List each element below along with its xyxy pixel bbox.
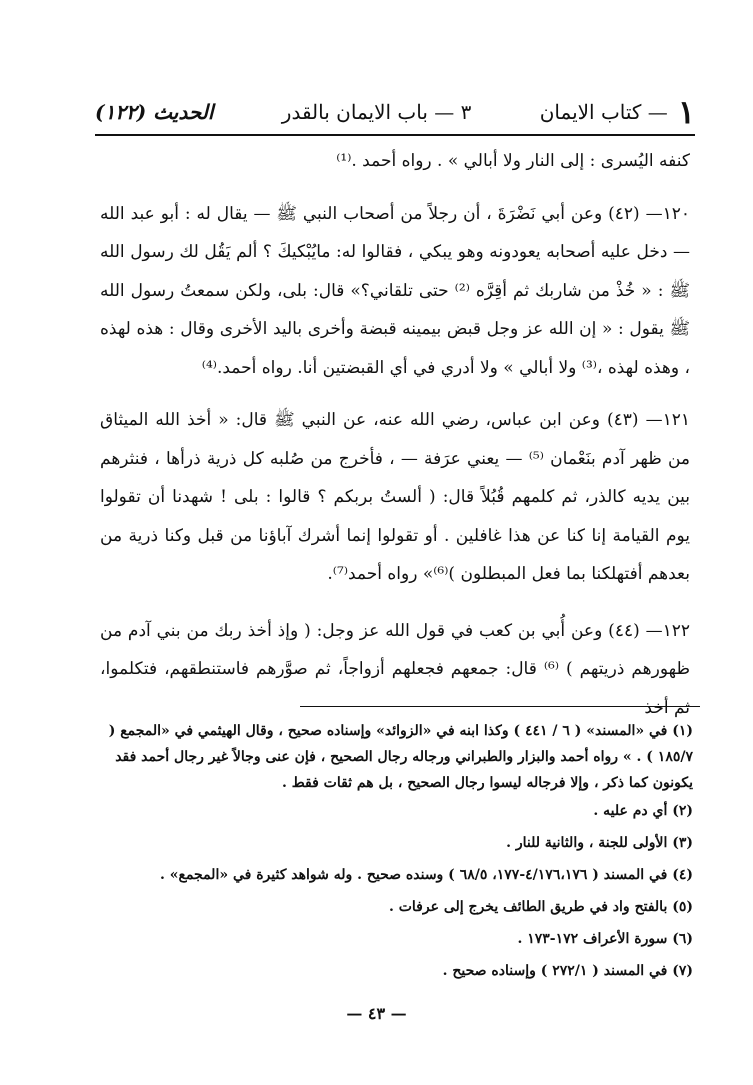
running-header xyxy=(95,92,695,132)
page-number: — ٤٣ — xyxy=(346,1004,407,1023)
footnote-1: (١) في «المسند» ( ٦ / ٤٤١ ) وكذا ابنه في «الزوائد» وإسناده صحيح ، وقال الهيثمي في «المجمع ( ١٨٥/٧ ) . » رواه أحمد والبزار والطبراني ورجاله رجال الصحيح ، فإن عنى وجالاً غير رجال أحمد فقد يكونون كما ذكر ، وإلا فرجاله ليسوا رجال الصحيح ، بل هم ثقات فقط . xyxy=(108,723,693,791)
hadith-120: ١٢٠— (٤٢) وعن أبي نَضْرَةَ ، أن رجلاً من أصحاب النبي ﷺ — يقال له : أبو عبد الله — دخل عليه أصحابه يعودونه وهو يبكي ، فقالوا له: مايُبْكيكَ ؟ ألم يَقُل لك رسول الله ﷺ : « خُذْ من شاربك ثم أقِرَّه ⁽²⁾ حتى تلقاني؟» قال: بلى، ولكن سمعتُ رسول الله ﷺ يقول : « إن الله عز وجل قبض بيمينه قبضة وأخرى باليد الأخرى وقال : هذه لهذه ، وهذه لهذه ،⁽³⁾ ولا أبالي » ولا أدري في أي القبضتين أنا. رواه أحمد.⁽⁴⁾ xyxy=(100,203,690,378)
footnote-2: (٢) أي دم عليه . xyxy=(593,803,693,819)
paragraph-continuation: كنفه اليُسرى : إلى النار ولا أبالي » . رواه أحمد .⁽¹⁾ xyxy=(336,151,690,171)
footnote-divider xyxy=(300,706,700,707)
hadith-121: ١٢١— (٤٣) وعن ابن عباس، رضي الله عنه، عن النبي ﷺ قال: « أخذ الله الميثاق من ظهر آدم بنَعْمان ⁽⁵⁾ — يعني عرَفة — ، فأخرج من صُلبه كل ذرية ذرأها ، فنثرهم بين يديه كالذر، ثم كلمهم قُبُلاً قال: ( ألستُ بربكم ؟ قالوا : بلى ! شهدنا أن تقولوا يوم القيامة إنا كنا عن هذا غافلين . أو تقولوا إنما أشرك آباؤنا من قبل وكنا ذرية من بعدهم أفتهلكنا بما فعل المبطلون )⁽⁶⁾» رواه أحمد⁽⁷⁾. xyxy=(100,410,691,584)
footnote-6: (٦) سورة الأعراف ١٧٢-١٧٣ . xyxy=(517,931,693,947)
footnote-4: (٤) في المسند ( ٤/١٧٦،١٧٦-١٧٧، ٦٨/٥ ) وسنده صحيح . وله شواهد كثيرة في «المجمع» . xyxy=(160,867,693,883)
hadith-122: ١٢٢— (٤٤) وعن أُبي بن كعب في قول الله عز وجل: ( وإذ أخذ ربك من بني آدم من ظهورهم ذريتهم ) ⁽⁶⁾ قال: جمعهم فجعلهم أزواجاً، ثم صوَّرهم فاستنطقهم، فتكلموا، ثم أخذ xyxy=(100,620,691,718)
main-text xyxy=(100,142,690,727)
footnote-7: (٧) في المسند ( ٢٧٢/١ ) وإسناده صحيح . xyxy=(442,963,693,979)
hadith-label: الحديث (١٢٢) xyxy=(95,100,214,124)
book-title: — كتاب الايمان xyxy=(539,100,668,124)
section-title: ٣ — باب الايمان بالقدر xyxy=(281,100,472,124)
header-divider xyxy=(95,134,695,136)
header-chapter xyxy=(540,93,695,131)
footnote-3: (٣) الأولى للجنة ، والثانية للنار . xyxy=(506,835,693,851)
footnote-5: (٥) بالفتح واد في طريق الطائف يخرج إلى عرفات . xyxy=(388,899,693,915)
chapter-number: ١ xyxy=(677,93,695,131)
footnotes xyxy=(100,718,693,990)
